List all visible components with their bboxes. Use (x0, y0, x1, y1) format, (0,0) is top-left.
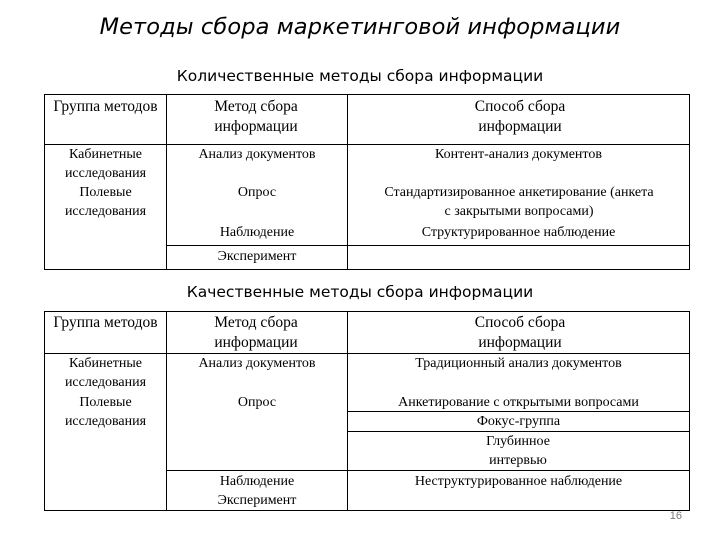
header-group: Группа методов (53, 98, 158, 115)
qualitative-heading: Качественные методы сбора информации (186, 283, 534, 301)
header-way: Способ сбора информации (474, 98, 566, 135)
group-desk-research: Кабинетные исследования (64, 356, 147, 390)
way-focus-group: Фокус-группа (476, 414, 561, 429)
header-group: Группа методов (53, 314, 158, 331)
page-number: 16 (669, 510, 682, 522)
header-way: Способ сбора информации (474, 314, 566, 351)
way-traditional-document-analysis: Традиционный анализ документов (415, 356, 622, 371)
way-content-analysis: Контент-анализ документов (435, 147, 602, 162)
method-observation: Наблюдение (219, 225, 295, 240)
way-in-depth-interview: Глубинное интервью (486, 434, 550, 468)
quantitative-heading: Количественные методы сбора информации (176, 67, 544, 85)
way-structured-observation: Структурированное наблюдение (421, 225, 616, 240)
method-experiment: Эксперимент (217, 249, 297, 264)
method-document-analysis: Анализ документов (198, 147, 316, 162)
page-title: Методы сбора маркетинговой информации (99, 14, 621, 40)
way-open-question-survey: Анкетирование с открытыми вопросами (398, 395, 639, 410)
group-field-research: Полевые исследования (64, 185, 147, 219)
group-desk-research: Кабинетные исследования (64, 147, 147, 181)
way-unstructured-observation: Неструктурированное наблюдение (414, 474, 623, 489)
group-field-research: Полевые исследования (64, 395, 147, 429)
method-document-analysis: Анализ документов (198, 356, 316, 371)
method-observation-experiment: Наблюдение Эксперимент (217, 474, 297, 508)
method-survey: Опрос (237, 185, 277, 200)
method-survey: Опрос (237, 395, 277, 410)
header-method: Метод сбора информации (214, 98, 298, 135)
header-method: Метод сбора информации (214, 314, 298, 351)
way-standardized-survey: Стандартизированное анкетирование (анкета с закрытыми вопросами) (384, 185, 654, 219)
